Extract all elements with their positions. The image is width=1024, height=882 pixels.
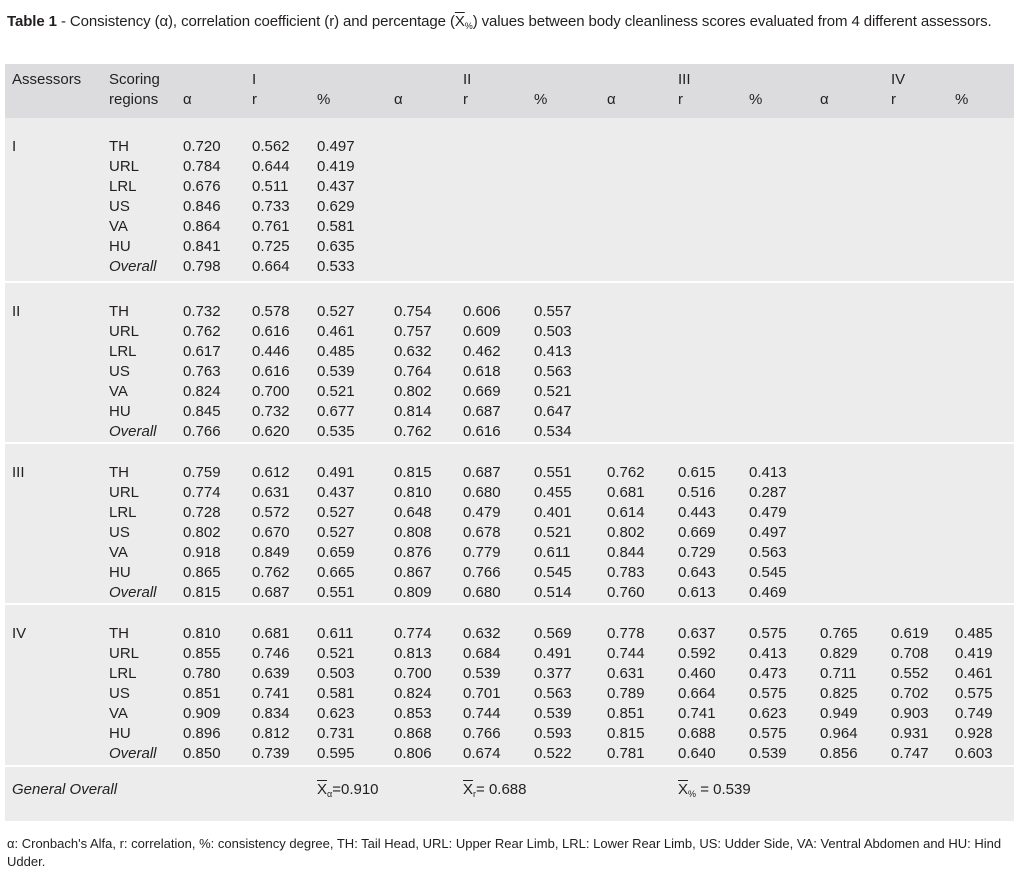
alpha-cell: 0.841 [183, 238, 221, 255]
alpha-cell: 0.824 [183, 383, 221, 400]
pct-cell: 0.575 [749, 725, 787, 742]
r-cell: 0.708 [891, 645, 929, 662]
pct-cell: 0.461 [955, 665, 993, 682]
alpha-cell: 0.851 [183, 685, 221, 702]
general-r-sub: r [473, 789, 477, 799]
alpha-cell: 0.806 [394, 745, 432, 762]
r-cell: 0.516 [678, 484, 716, 501]
pct-cell: 0.461 [317, 323, 355, 340]
region-label: HU [109, 403, 131, 420]
alpha-cell: 0.850 [183, 745, 221, 762]
pct-cell: 0.928 [955, 725, 993, 742]
assessor-label: II [12, 303, 21, 320]
general-r-symbol: $\overline{X}$ [463, 781, 474, 798]
assessor-block-2 [5, 283, 1014, 442]
header-alpha-4: α [820, 91, 829, 108]
region-label: LRL [109, 178, 137, 195]
pct-cell: 0.401 [534, 504, 572, 521]
pct-cell: 0.539 [749, 745, 787, 762]
region-label: VA [109, 218, 128, 235]
pct-cell: 0.551 [317, 584, 355, 601]
alpha-cell: 0.809 [394, 584, 432, 601]
alpha-cell: 0.648 [394, 504, 432, 521]
general-overall-label: General Overall [12, 781, 118, 798]
r-cell: 0.616 [463, 423, 501, 440]
pct-cell: 0.595 [317, 745, 355, 762]
header-group-4: IV [891, 71, 906, 88]
caption-text-after: ) values between body cleanliness scores evaluated from 4 different assessors. [472, 13, 992, 30]
pct-cell: 0.677 [317, 403, 355, 420]
alpha-cell: 0.760 [607, 584, 645, 601]
alpha-cell: 0.754 [394, 303, 432, 320]
pct-cell: 0.413 [534, 343, 572, 360]
pct-cell: 0.581 [317, 218, 355, 235]
pct-cell: 0.514 [534, 584, 572, 601]
pct-cell: 0.437 [317, 484, 355, 501]
r-cell: 0.616 [252, 363, 290, 380]
pct-cell: 0.575 [749, 685, 787, 702]
alpha-cell: 0.909 [183, 705, 221, 722]
general-pct [678, 780, 751, 800]
r-cell: 0.744 [463, 705, 501, 722]
alpha-cell: 0.949 [820, 705, 858, 722]
alpha-cell: 0.815 [394, 464, 432, 481]
header-scoring: Scoring [109, 71, 160, 88]
r-cell: 0.903 [891, 705, 929, 722]
alpha-cell: 0.815 [183, 584, 221, 601]
pct-cell: 0.521 [534, 524, 572, 541]
alpha-cell: 0.783 [607, 564, 645, 581]
alpha-cell: 0.918 [183, 544, 221, 561]
general-r [463, 780, 526, 800]
alpha-cell: 0.762 [607, 464, 645, 481]
region-label: URL [109, 323, 140, 340]
r-cell: 0.592 [678, 645, 716, 662]
region-label: US [109, 363, 130, 380]
alpha-cell: 0.759 [183, 464, 221, 481]
pct-cell: 0.539 [317, 363, 355, 380]
caption-symbol: $\overline{X}$ [454, 13, 465, 30]
alpha-cell: 0.780 [183, 665, 221, 682]
header-regions: regions [109, 91, 159, 108]
r-cell: 0.615 [678, 464, 716, 481]
pct-cell: 0.473 [749, 665, 787, 682]
general-alpha-value: =0.910 [332, 781, 379, 798]
pct-cell: 0.731 [317, 725, 355, 742]
header-group-1: I [252, 71, 257, 88]
pct-cell: 0.521 [317, 645, 355, 662]
alpha-cell: 0.711 [820, 665, 857, 682]
r-cell: 0.681 [252, 625, 290, 642]
pct-cell: 0.623 [317, 705, 355, 722]
r-cell: 0.637 [678, 625, 716, 642]
alpha-cell: 0.876 [394, 544, 432, 561]
alpha-cell: 0.789 [607, 685, 645, 702]
alpha-cell: 0.617 [183, 343, 221, 360]
alpha-cell: 0.813 [394, 645, 432, 662]
alpha-cell: 0.867 [394, 564, 432, 581]
region-label: US [109, 524, 130, 541]
pct-cell: 0.551 [534, 464, 572, 481]
region-label: LRL [109, 504, 137, 521]
general-pct-value: = 0.539 [696, 781, 751, 798]
alpha-cell: 0.757 [394, 323, 432, 340]
alpha-cell: 0.896 [183, 725, 221, 742]
alpha-cell: 0.856 [820, 745, 858, 762]
general-pct-symbol: $\overline{X}$ [678, 781, 689, 798]
header-group-2: II [463, 71, 472, 88]
r-cell: 0.539 [463, 665, 501, 682]
pct-cell: 0.527 [317, 524, 355, 541]
r-cell: 0.747 [891, 745, 929, 762]
pct-cell: 0.569 [534, 625, 572, 642]
r-cell: 0.644 [252, 158, 290, 175]
r-cell: 0.562 [252, 138, 290, 155]
region-label: TH [109, 138, 129, 155]
r-cell: 0.664 [678, 685, 716, 702]
region-label: LRL [109, 665, 137, 682]
region-label: Overall [109, 745, 157, 762]
pct-cell: 0.455 [534, 484, 572, 501]
alpha-cell: 0.774 [394, 625, 432, 642]
pct-cell: 0.485 [955, 625, 993, 642]
alpha-cell: 0.728 [183, 504, 221, 521]
pct-cell: 0.419 [955, 645, 993, 662]
alpha-cell: 0.846 [183, 198, 221, 215]
alpha-cell: 0.851 [607, 705, 645, 722]
header-group-3: III [678, 71, 691, 88]
pct-cell: 0.522 [534, 745, 572, 762]
alpha-cell: 0.824 [394, 685, 432, 702]
pct-cell: 0.593 [534, 725, 572, 742]
pct-cell: 0.659 [317, 544, 355, 561]
r-cell: 0.779 [463, 544, 501, 561]
assessor-label: IV [12, 625, 27, 642]
alpha-cell: 0.631 [607, 665, 645, 682]
r-cell: 0.812 [252, 725, 290, 742]
pct-cell: 0.665 [317, 564, 355, 581]
region-label: URL [109, 484, 140, 501]
r-cell: 0.741 [252, 685, 290, 702]
r-cell: 0.446 [252, 343, 290, 360]
region-label: VA [109, 383, 128, 400]
region-label: HU [109, 564, 131, 581]
header-pct-1: % [317, 91, 331, 108]
pct-cell: 0.623 [749, 705, 787, 722]
pct-cell: 0.575 [749, 625, 787, 642]
region-label: Overall [109, 423, 157, 440]
alpha-cell: 0.744 [607, 645, 645, 662]
pct-cell: 0.479 [749, 504, 787, 521]
alpha-cell: 0.802 [394, 383, 432, 400]
pct-cell: 0.563 [749, 544, 787, 561]
r-cell: 0.725 [252, 238, 290, 255]
r-cell: 0.701 [463, 685, 501, 702]
assessor-block-3 [5, 444, 1014, 603]
pct-cell: 0.603 [955, 745, 993, 762]
pct-cell: 0.521 [534, 383, 572, 400]
header-pct-2: % [534, 91, 548, 108]
region-label: US [109, 685, 130, 702]
region-label: URL [109, 645, 140, 662]
caption-label: Table 1 [7, 13, 57, 30]
r-cell: 0.620 [252, 423, 290, 440]
header-r-2: r [463, 91, 468, 108]
general-alpha [317, 780, 379, 800]
pct-cell: 0.497 [749, 524, 787, 541]
r-cell: 0.578 [252, 303, 290, 320]
r-cell: 0.639 [252, 665, 290, 682]
r-cell: 0.664 [252, 258, 290, 275]
r-cell: 0.678 [463, 524, 501, 541]
alpha-cell: 0.763 [183, 363, 221, 380]
alpha-cell: 0.762 [183, 323, 221, 340]
alpha-cell: 0.774 [183, 484, 221, 501]
region-label: TH [109, 464, 129, 481]
header-r-1: r [252, 91, 257, 108]
alpha-cell: 0.810 [183, 625, 221, 642]
r-cell: 0.460 [678, 665, 716, 682]
pct-cell: 0.413 [749, 645, 787, 662]
pct-cell: 0.575 [955, 685, 993, 702]
pct-cell: 0.557 [534, 303, 572, 320]
r-cell: 0.612 [252, 464, 290, 481]
r-cell: 0.849 [252, 544, 290, 561]
alpha-cell: 0.802 [183, 524, 221, 541]
pct-cell: 0.533 [317, 258, 355, 275]
assessor-label: III [12, 464, 25, 481]
region-label: VA [109, 705, 128, 722]
r-cell: 0.462 [463, 343, 501, 360]
region-label: Overall [109, 258, 157, 275]
alpha-cell: 0.865 [183, 564, 221, 581]
alpha-cell: 0.614 [607, 504, 645, 521]
region-label: HU [109, 725, 131, 742]
pct-cell: 0.503 [534, 323, 572, 340]
pct-cell: 0.437 [317, 178, 355, 195]
r-cell: 0.733 [252, 198, 290, 215]
pct-cell: 0.563 [534, 685, 572, 702]
r-cell: 0.684 [463, 645, 501, 662]
alpha-cell: 0.814 [394, 403, 432, 420]
r-cell: 0.741 [678, 705, 716, 722]
region-label: Overall [109, 584, 157, 601]
pct-cell: 0.581 [317, 685, 355, 702]
alpha-cell: 0.844 [607, 544, 645, 561]
pct-cell: 0.521 [317, 383, 355, 400]
alpha-cell: 0.825 [820, 685, 858, 702]
pct-cell: 0.503 [317, 665, 355, 682]
table-footnote: α: Cronbach's Alfa, r: correlation, %: consistency degree, TH: Tail Head, URL: Upper Rear Limb, LRL: Lower Rear Limb, US: Udder Side, VA: Ventral Abdomen and HU: Hind Udder. [7, 836, 1002, 869]
r-cell: 0.479 [463, 504, 501, 521]
pct-cell: 0.419 [317, 158, 355, 175]
alpha-cell: 0.964 [820, 725, 858, 742]
region-label: US [109, 198, 130, 215]
alpha-cell: 0.868 [394, 725, 432, 742]
r-cell: 0.609 [463, 323, 501, 340]
header-pct-3: % [749, 91, 763, 108]
r-cell: 0.762 [252, 564, 290, 581]
region-label: VA [109, 544, 128, 561]
header-alpha-3: α [607, 91, 616, 108]
alpha-cell: 0.676 [183, 178, 221, 195]
pct-cell: 0.527 [317, 303, 355, 320]
pct-cell: 0.527 [317, 504, 355, 521]
r-cell: 0.670 [252, 524, 290, 541]
alpha-cell: 0.700 [394, 665, 432, 682]
header-r-3: r [678, 91, 683, 108]
header-alpha-2: α [394, 91, 403, 108]
r-cell: 0.632 [463, 625, 501, 642]
assessor-block-4 [5, 605, 1014, 765]
r-cell: 0.931 [891, 725, 929, 742]
r-cell: 0.618 [463, 363, 501, 380]
header-r-4: r [891, 91, 896, 108]
alpha-cell: 0.845 [183, 403, 221, 420]
r-cell: 0.669 [463, 383, 501, 400]
general-alpha-sub: α [327, 789, 333, 799]
pct-cell: 0.629 [317, 198, 355, 215]
header-assessors: Assessors [12, 71, 82, 88]
caption-text-before: - Consistency (α), correlation coefficient (r) and percentage ( [56, 13, 455, 30]
caption-symbol-sub: % [464, 21, 473, 31]
alpha-cell: 0.632 [394, 343, 432, 360]
r-cell: 0.616 [252, 323, 290, 340]
r-cell: 0.766 [463, 564, 501, 581]
alpha-cell: 0.864 [183, 218, 221, 235]
alpha-cell: 0.810 [394, 484, 432, 501]
r-cell: 0.739 [252, 745, 290, 762]
pct-cell: 0.635 [317, 238, 355, 255]
r-cell: 0.674 [463, 745, 501, 762]
alpha-cell: 0.732 [183, 303, 221, 320]
r-cell: 0.613 [678, 584, 716, 601]
r-cell: 0.688 [678, 725, 716, 742]
pct-cell: 0.491 [534, 645, 572, 662]
alpha-cell: 0.781 [607, 745, 645, 762]
r-cell: 0.572 [252, 504, 290, 521]
r-cell: 0.700 [252, 383, 290, 400]
table-caption [7, 13, 1017, 31]
header-pct-4: % [955, 91, 969, 108]
r-cell: 0.746 [252, 645, 290, 662]
r-cell: 0.680 [463, 584, 501, 601]
r-cell: 0.631 [252, 484, 290, 501]
general-pct-sub: % [688, 789, 697, 799]
region-label: TH [109, 625, 129, 642]
header-alpha-1: α [183, 91, 192, 108]
pct-cell: 0.413 [749, 464, 787, 481]
r-cell: 0.643 [678, 564, 716, 581]
region-label: TH [109, 303, 129, 320]
r-cell: 0.702 [891, 685, 929, 702]
alpha-cell: 0.853 [394, 705, 432, 722]
pct-cell: 0.377 [534, 665, 572, 682]
alpha-cell: 0.798 [183, 258, 221, 275]
alpha-cell: 0.808 [394, 524, 432, 541]
r-cell: 0.443 [678, 504, 716, 521]
pct-cell: 0.611 [534, 544, 571, 561]
r-cell: 0.687 [463, 403, 501, 420]
r-cell: 0.619 [891, 625, 929, 642]
pct-cell: 0.497 [317, 138, 355, 155]
alpha-cell: 0.681 [607, 484, 645, 501]
r-cell: 0.687 [463, 464, 501, 481]
r-cell: 0.732 [252, 403, 290, 420]
r-cell: 0.761 [252, 218, 290, 235]
alpha-cell: 0.784 [183, 158, 221, 175]
pct-cell: 0.535 [317, 423, 355, 440]
r-cell: 0.552 [891, 665, 929, 682]
pct-cell: 0.469 [749, 584, 787, 601]
pct-cell: 0.611 [317, 625, 354, 642]
region-label: URL [109, 158, 140, 175]
r-cell: 0.680 [463, 484, 501, 501]
r-cell: 0.640 [678, 745, 716, 762]
alpha-cell: 0.829 [820, 645, 858, 662]
alpha-cell: 0.778 [607, 625, 645, 642]
pct-cell: 0.287 [749, 484, 787, 501]
pct-cell: 0.545 [534, 564, 572, 581]
pct-cell: 0.491 [317, 464, 355, 481]
r-cell: 0.834 [252, 705, 290, 722]
general-alpha-symbol: $\overline{X}$ [317, 781, 328, 798]
alpha-cell: 0.764 [394, 363, 432, 380]
alpha-cell: 0.855 [183, 645, 221, 662]
r-cell: 0.606 [463, 303, 501, 320]
alpha-cell: 0.765 [820, 625, 858, 642]
pct-cell: 0.539 [534, 705, 572, 722]
r-cell: 0.729 [678, 544, 716, 561]
assessor-label: I [12, 138, 17, 155]
pct-cell: 0.545 [749, 564, 787, 581]
region-label: HU [109, 238, 131, 255]
alpha-cell: 0.766 [183, 423, 221, 440]
pct-cell: 0.485 [317, 343, 355, 360]
pct-cell: 0.534 [534, 423, 572, 440]
r-cell: 0.687 [252, 584, 290, 601]
r-cell: 0.669 [678, 524, 716, 541]
alpha-cell: 0.802 [607, 524, 645, 541]
alpha-cell: 0.762 [394, 423, 432, 440]
pct-cell: 0.563 [534, 363, 572, 380]
alpha-cell: 0.720 [183, 138, 221, 155]
general-r-value: = 0.688 [476, 781, 527, 798]
region-label: LRL [109, 343, 137, 360]
pct-cell: 0.749 [955, 705, 993, 722]
r-cell: 0.511 [252, 178, 289, 195]
r-cell: 0.766 [463, 725, 501, 742]
alpha-cell: 0.815 [607, 725, 645, 742]
pct-cell: 0.647 [534, 403, 572, 420]
